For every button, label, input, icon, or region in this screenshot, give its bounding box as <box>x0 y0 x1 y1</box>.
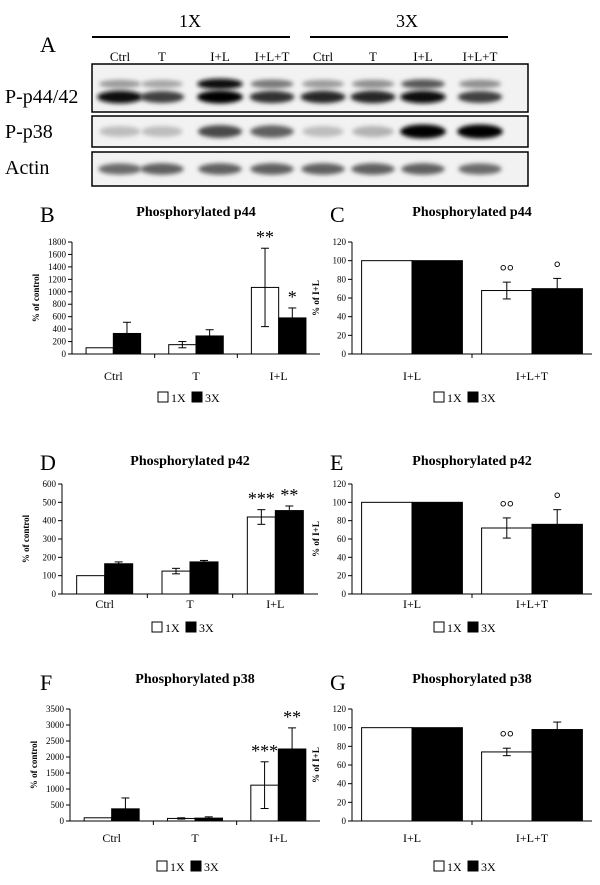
blot-band <box>97 91 143 104</box>
x-category-label: I+L+T <box>515 369 549 383</box>
y-tick-label: 0 <box>61 349 66 359</box>
panel-letter: G <box>330 670 346 695</box>
chart-b <box>31 202 320 405</box>
blot-band <box>352 126 394 137</box>
significance-marker: ° <box>553 488 561 509</box>
legend-swatch-black <box>468 622 478 632</box>
y-tick-label: 100 <box>332 497 346 508</box>
western-blot-panel <box>5 11 528 186</box>
chart-title: Phosphorylated p44 <box>412 205 532 220</box>
blot-label: Actin <box>5 157 50 179</box>
y-tick-label: 400 <box>52 324 66 335</box>
blot-band <box>302 80 344 88</box>
y-tick-label: 600 <box>52 311 66 322</box>
x-category-label: I+L <box>402 831 422 845</box>
blot-label: P-p38 <box>5 121 53 143</box>
legend <box>434 860 496 874</box>
lane-label: I+L <box>413 49 433 64</box>
blot-band <box>250 125 294 137</box>
y-tick-label: 1800 <box>48 237 66 247</box>
y-tick-label: 40 <box>337 778 346 789</box>
bar-3x <box>532 524 582 594</box>
panel-letter: B <box>40 202 55 227</box>
legend-swatch-white <box>157 861 167 871</box>
y-axis-label: % of control <box>21 514 31 564</box>
bar-1x <box>482 291 532 354</box>
bar-1x <box>362 502 412 594</box>
blot-0 <box>5 64 528 112</box>
y-tick-label: 20 <box>337 797 346 808</box>
blot-strip <box>92 64 528 112</box>
blot-band <box>457 125 503 139</box>
chart-g <box>311 670 592 874</box>
y-axis-label: % of I+L <box>311 280 321 316</box>
y-axis-label: % of control <box>31 273 41 323</box>
legend <box>158 391 220 405</box>
y-tick-label: 0 <box>51 589 56 599</box>
y-tick-label: 60 <box>337 760 346 770</box>
lane-label: Ctrl <box>109 49 131 64</box>
lane-label: I+L+T <box>254 49 290 64</box>
blot-band <box>250 163 294 174</box>
blot-band <box>401 163 445 174</box>
legend-label-3x: 3X <box>481 860 496 874</box>
blot-strips <box>5 64 528 186</box>
y-tick-label: 100 <box>332 255 346 266</box>
blot-band <box>400 125 446 139</box>
y-tick-label: 40 <box>337 552 346 563</box>
y-axis-label: % of I+L <box>311 747 321 783</box>
x-category-label: T <box>186 597 194 611</box>
blot-band <box>302 126 343 137</box>
x-category-label: Ctrl <box>102 831 122 845</box>
bar-3x <box>275 511 303 594</box>
y-tick-label: 100 <box>332 722 346 733</box>
lane-label: I+L <box>210 49 230 64</box>
legend-swatch-black <box>192 392 202 402</box>
blot-label: P-p44/42 <box>5 86 79 108</box>
legend-label-3x: 3X <box>481 621 496 635</box>
chart-title: Phosphorylated p38 <box>135 672 255 687</box>
x-category-label: T <box>192 369 200 383</box>
y-tick-label: 2500 <box>46 736 64 746</box>
x-category-label: T <box>191 831 199 845</box>
legend-swatch-black <box>468 861 478 871</box>
x-category-label: I+L <box>402 369 422 383</box>
blot-band <box>197 91 243 104</box>
y-tick-label: 0 <box>59 816 64 826</box>
y-tick-label: 200 <box>42 552 56 563</box>
bar-3x <box>196 336 223 354</box>
significance-marker: ° <box>553 257 561 278</box>
y-tick-label: 20 <box>337 570 346 581</box>
blot-band <box>251 80 294 89</box>
blot-band <box>352 80 394 89</box>
y-tick-label: 200 <box>52 336 66 347</box>
chart-title: Phosphorylated p44 <box>136 205 256 220</box>
y-tick-label: 1000 <box>48 286 66 297</box>
y-axis-label: % of control <box>29 740 39 790</box>
legend-label-1x: 1X <box>447 860 462 874</box>
significance-marker: ** <box>256 227 275 248</box>
y-tick-label: 3500 <box>46 704 64 714</box>
y-tick-label: 60 <box>337 293 346 303</box>
x-category-label: I+L <box>269 369 288 383</box>
blot-band <box>401 79 445 89</box>
y-tick-label: 60 <box>337 534 346 544</box>
x-category-label: I+L <box>269 831 288 845</box>
x-category-label: I+L+T <box>515 597 549 611</box>
chart-c <box>311 202 592 405</box>
legend-swatch-black <box>191 861 201 871</box>
y-tick-label: 80 <box>337 274 346 285</box>
chart-e <box>311 450 592 635</box>
group-label-3x: 3X <box>396 11 418 31</box>
legend <box>152 621 214 635</box>
bar-1x <box>247 517 275 594</box>
blot-band <box>458 163 501 174</box>
y-tick-label: 40 <box>337 311 346 322</box>
blot-band <box>197 79 243 90</box>
blot-band <box>351 163 395 174</box>
lane-label: I+L+T <box>462 49 498 64</box>
blot-2 <box>5 152 528 186</box>
bar-3x <box>105 564 133 594</box>
y-tick-label: 80 <box>337 515 346 526</box>
chart-title: Phosphorylated p42 <box>412 454 532 469</box>
bar-3x <box>532 730 582 821</box>
blot-band <box>98 163 141 174</box>
bar-3x <box>278 749 306 821</box>
bar-3x <box>113 333 140 354</box>
x-category-label: Ctrl <box>103 369 123 383</box>
panel-letter: E <box>330 450 344 475</box>
bar-1x <box>482 752 532 821</box>
blot-band <box>140 91 185 103</box>
y-tick-label: 400 <box>42 515 56 526</box>
blot-band <box>250 91 295 103</box>
bar-1x <box>362 261 412 354</box>
bar-1x <box>162 571 190 594</box>
y-tick-label: 1600 <box>48 249 66 260</box>
blot-band <box>99 126 140 137</box>
bar-3x <box>112 809 139 821</box>
blot-band <box>141 126 182 137</box>
y-tick-label: 0 <box>341 589 346 599</box>
bar-3x <box>195 818 223 821</box>
y-tick-label: 80 <box>337 741 346 752</box>
bar-3x <box>532 289 582 354</box>
chart-title: Phosphorylated p42 <box>130 454 250 469</box>
bar-1x <box>86 348 113 354</box>
legend-label-1x: 1X <box>165 621 180 635</box>
y-tick-label: 100 <box>42 570 56 581</box>
y-tick-label: 20 <box>337 330 346 341</box>
panel-letter-a: A <box>40 32 56 57</box>
lane-label: T <box>369 49 377 64</box>
legend-swatch-white <box>158 392 168 402</box>
y-axis-label: % of I+L <box>311 521 321 557</box>
significance-marker: *** <box>247 488 275 509</box>
lane-labels <box>110 49 498 64</box>
y-tick-label: 1200 <box>48 274 66 285</box>
bar-3x <box>190 562 218 594</box>
blot-band <box>350 91 395 103</box>
y-tick-label: 1000 <box>46 784 64 794</box>
y-tick-label: 800 <box>52 299 66 310</box>
blot-band <box>301 163 345 174</box>
blot-band <box>400 91 446 104</box>
blot-band <box>300 91 345 103</box>
legend-label-1x: 1X <box>170 860 185 874</box>
y-tick-label: 1500 <box>46 768 64 778</box>
y-tick-label: 300 <box>42 534 56 544</box>
chart-title: Phosphorylated p38 <box>412 672 532 687</box>
panel-letter: D <box>40 450 56 475</box>
bar-3x <box>412 728 462 821</box>
legend-label-3x: 3X <box>204 860 219 874</box>
legend-label-3x: 3X <box>481 391 496 405</box>
blot-band <box>459 80 501 89</box>
y-tick-label: 600 <box>42 479 56 489</box>
legend-swatch-white <box>434 392 444 402</box>
significance-marker: °° <box>499 727 515 748</box>
bar-3x <box>279 318 306 354</box>
significance-marker: *** <box>251 740 279 761</box>
legend-swatch-white <box>152 622 162 632</box>
legend-label-3x: 3X <box>199 621 214 635</box>
legend <box>434 621 496 635</box>
blot-1 <box>5 116 528 147</box>
blot-band <box>140 163 184 174</box>
bar-1x <box>77 576 105 594</box>
x-category-label: I+L+T <box>515 831 549 845</box>
bar-3x <box>412 502 462 594</box>
y-tick-label: 500 <box>50 800 64 810</box>
legend <box>434 391 496 405</box>
bar-charts <box>21 202 592 874</box>
y-tick-label: 120 <box>332 704 346 714</box>
chart-f <box>29 670 320 874</box>
y-tick-label: 500 <box>42 497 56 508</box>
panel-letter: C <box>330 202 345 227</box>
y-tick-label: 0 <box>341 349 346 359</box>
legend-swatch-white <box>434 622 444 632</box>
y-tick-label: 120 <box>332 479 346 489</box>
bar-1x <box>362 728 412 821</box>
legend-label-1x: 1X <box>171 391 186 405</box>
group-label-1x: 1X <box>179 11 201 31</box>
legend-swatch-black <box>468 392 478 402</box>
significance-marker: ** <box>283 706 302 727</box>
legend-swatch-white <box>434 861 444 871</box>
x-category-label: I+L <box>266 597 285 611</box>
panel-letter: F <box>40 670 53 695</box>
lane-label: Ctrl <box>312 49 334 64</box>
blot-band <box>458 91 503 103</box>
chart-d <box>21 450 318 635</box>
legend-label-3x: 3X <box>205 391 220 405</box>
blot-band <box>198 163 242 174</box>
x-category-label: I+L <box>402 597 422 611</box>
significance-marker: * <box>287 286 297 307</box>
y-tick-label: 1400 <box>48 261 66 272</box>
bar-1x <box>84 818 112 821</box>
blot-band <box>141 80 183 88</box>
legend-swatch-black <box>186 622 196 632</box>
x-category-label: Ctrl <box>95 597 115 611</box>
significance-marker: °° <box>499 261 515 282</box>
y-tick-label: 0 <box>341 816 346 826</box>
lane-label: T <box>158 49 166 64</box>
y-tick-label: 120 <box>332 237 346 247</box>
legend-label-1x: 1X <box>447 391 462 405</box>
significance-marker: ** <box>280 485 299 505</box>
legend <box>157 860 219 874</box>
significance-marker: °° <box>499 496 515 517</box>
legend-label-1x: 1X <box>447 621 462 635</box>
y-tick-label: 3000 <box>46 720 64 730</box>
blot-band <box>99 80 141 88</box>
bar-3x <box>412 261 462 354</box>
blot-band <box>198 125 242 138</box>
y-tick-label: 2000 <box>46 752 64 762</box>
